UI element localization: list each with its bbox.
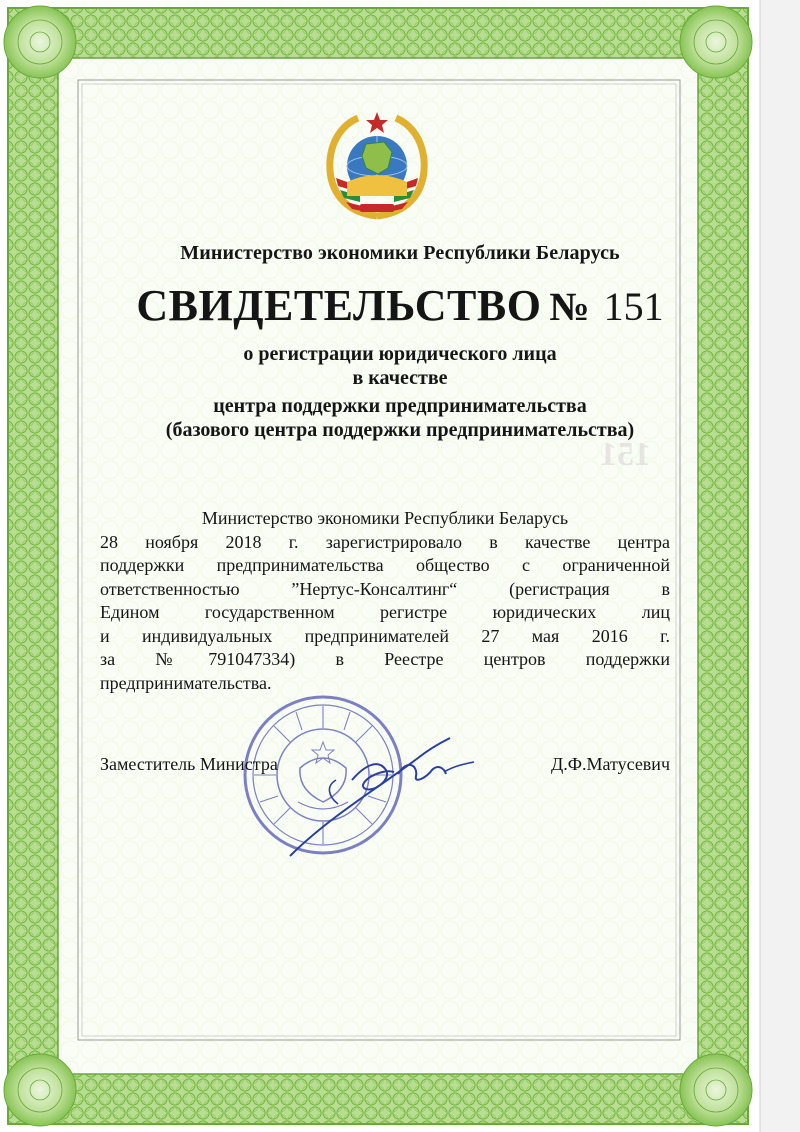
corner-rosette	[4, 1054, 76, 1126]
subtitle-line: центра поддержки предпринимательства	[213, 395, 587, 417]
handwritten-signature	[268, 718, 488, 868]
body-line: предпринимательства.	[100, 672, 272, 693]
ministry-heading: Министерство экономики Республики Беларусь	[180, 242, 620, 264]
signer-position: Заместитель Министра	[100, 754, 278, 774]
bleed-through-number: 151	[600, 436, 651, 473]
corner-rosette	[680, 1054, 752, 1126]
body-line: поддержки предпринимательства общество с ограниченной	[100, 555, 670, 575]
signer-name: Д.Ф.Матусевич	[550, 754, 670, 774]
body-line: 28 ноября 2018 г. зарегистрировало в качестве центра	[100, 531, 670, 552]
subtitle-line: (базового центра поддержки предпринимательства)	[165, 419, 635, 441]
body-line: Едином государственном регистре юридических лиц	[100, 602, 670, 622]
certificate-body	[100, 507, 670, 695]
subtitle-line: в качестве	[352, 367, 448, 389]
body-line: Министерство экономики Республики Беларусь	[201, 508, 569, 528]
certificate-title-word: СВИДЕТЕЛЬСТВО	[136, 281, 542, 330]
certificate-number: 151	[603, 284, 664, 329]
body-line: и индивидуальных предпринимателей 27 мая 2016 г.	[100, 625, 670, 646]
belarus-state-emblem-icon	[322, 108, 432, 220]
corner-rosette	[680, 6, 752, 78]
subtitle-line: о регистрации юридического лица	[243, 343, 557, 365]
body-line: ответственностью ”Нертус-Консалтинг“ (регистрация в	[100, 578, 670, 599]
body-line: за №791047334) в Реестре центров поддержки	[100, 649, 670, 669]
certificate-title	[0, 280, 800, 331]
number-sign: №	[549, 284, 590, 329]
corner-rosette	[4, 6, 76, 78]
